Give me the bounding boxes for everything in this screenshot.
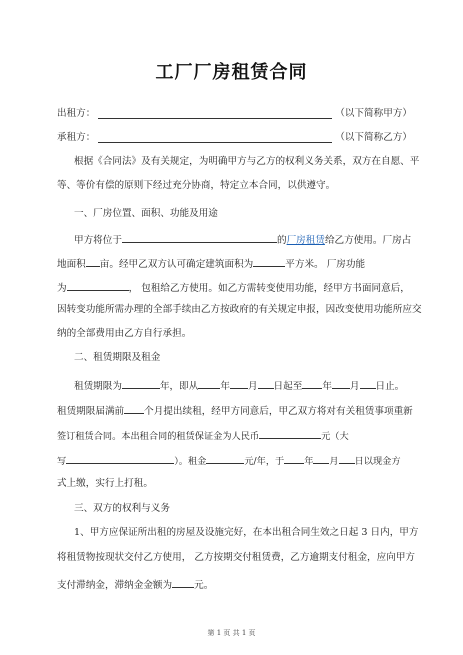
sec3-line-2: 将租赁物按现状交付乙方使用， 乙方按期交付租赁费，乙方逾期支付租金，应向甲方 — [57, 552, 416, 563]
end-day-blank — [360, 378, 376, 389]
lessee-label: 承租方： — [57, 132, 96, 143]
sec1-line-2: 地面积 亩。经甲乙双方认可确定建筑面积为 平方米。 厂房功能 — [57, 256, 412, 271]
page-footer: 第 1 页 共 1 页 — [207, 629, 256, 637]
factory-lease-link[interactable]: 厂房租赁 — [286, 235, 325, 246]
rent-blank — [206, 453, 244, 464]
pay-month-blank — [313, 453, 329, 464]
sec2-line-2: 租赁期限届满前 个月提出续租，经甲方同意后，甲乙双方将对有关租赁事项重新 — [57, 403, 412, 418]
renewal-months-blank — [124, 403, 144, 414]
sec1-line-5: 纳的全部费用由乙方自行承担。 — [57, 328, 192, 339]
sec1-line-1: 甲方将位于 的厂房租赁给乙方使用。厂房占 — [74, 232, 412, 247]
lessor-blank — [98, 108, 332, 119]
deposit-blank — [259, 428, 321, 439]
function-blank — [67, 280, 129, 291]
late-fee-blank — [172, 577, 194, 588]
land-area-blank — [86, 256, 100, 267]
page-title: 工厂厂房租赁合同 — [155, 62, 308, 83]
lessee-line — [57, 132, 412, 144]
lessee-blank — [98, 132, 332, 143]
section-2-heading: 二、租赁期限及租金 — [74, 352, 161, 363]
building-area-blank — [253, 256, 285, 267]
lessee-suffix: （以下简称乙方） — [335, 132, 412, 143]
start-day-blank — [258, 378, 274, 389]
end-year-blank — [302, 378, 322, 389]
end-month-blank — [332, 378, 350, 389]
sec2-line-3: 签订租赁合同。本出租合同的租赁保证金为人民币 元（大 — [57, 428, 412, 443]
section-3-heading: 三、双方的权利与义务 — [74, 503, 170, 514]
lessor-line — [57, 108, 412, 120]
sec3-line-1: 1、甲方应保证所出租的房屋及设施完好，在本出租合同生效之日起 3 日内，甲方 — [74, 527, 419, 538]
sec2-line-4: 写 ）。租金 元/年，于 年 月 日以现金方 — [57, 453, 412, 468]
term-years-blank — [122, 378, 160, 389]
location-blank — [122, 232, 277, 243]
section-1-heading: 一、厂房位置、面积、功能及用途 — [74, 208, 218, 219]
sec2-line-1: 租赁期限为 年，即从 年 月 日起至 年 月 日止。 — [74, 378, 412, 393]
sec1-line-3: 为 ， 包租给乙方使用。如乙方需转变使用功能，经甲方书面同意后， — [57, 280, 412, 295]
pay-year-blank — [284, 453, 304, 464]
pay-day-blank — [339, 453, 355, 464]
lessor-label: 出租方： — [57, 108, 96, 119]
sec1-line-4: 因转变功能所需办理的全部手续由乙方按政府的有关规定申报，因改变使用功能所应交 — [57, 304, 422, 315]
sec2-line-5: 式上缴，实行上打租。 — [57, 478, 153, 489]
deposit-words-blank — [66, 453, 174, 464]
preamble-line-1: 根据《合同法》及有关规定，为明确甲方与乙方的权利义务关系，双方在自愿、平 — [74, 156, 420, 167]
sec3-line-3: 支付滞纳金，滞纳金金额为 元。 — [57, 577, 412, 592]
lessor-suffix: （以下简称甲方） — [335, 108, 412, 119]
preamble-line-2: 等、等价有偿的原则下经过充分协商，特定立本合同，以供遵守。 — [57, 180, 336, 191]
start-month-blank — [230, 378, 248, 389]
start-year-blank — [198, 378, 220, 389]
